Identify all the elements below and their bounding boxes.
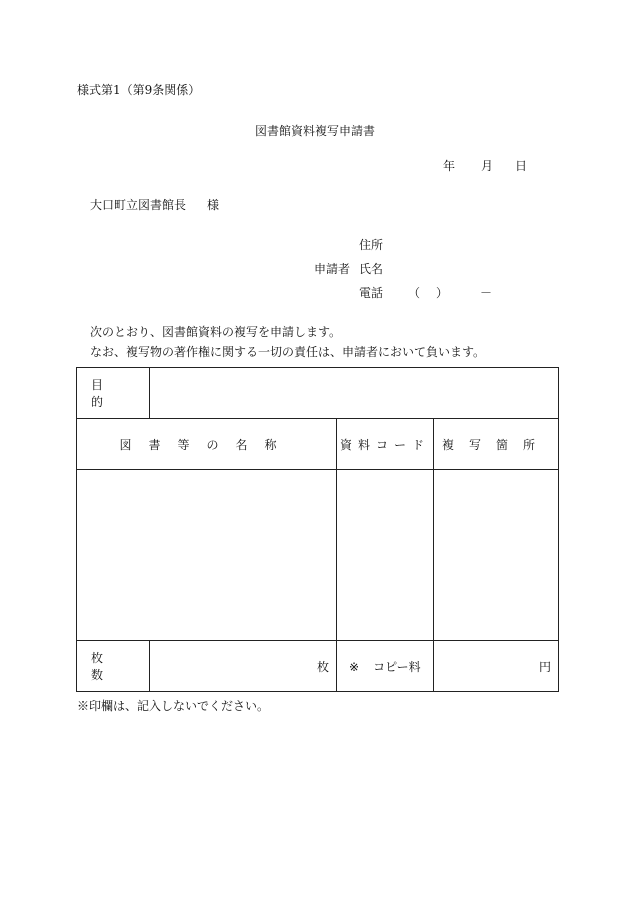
column-header-pages: 複写箇所 [434, 419, 559, 470]
column-header-code: 資料コード [337, 419, 434, 470]
purpose-label: 目的 [77, 368, 150, 419]
addressee-honorific: 様 [207, 198, 220, 212]
footer-row [77, 641, 559, 692]
count-label: 枚数 [77, 641, 150, 692]
copyfee-label-cell [337, 641, 434, 692]
date-year-label: 年 [443, 159, 456, 173]
count-unit: 枚 [316, 659, 329, 674]
count-field[interactable] [150, 641, 337, 692]
footnote: ※印欄は、記入しないでください。 [77, 699, 270, 713]
header-row [77, 419, 559, 470]
applicant-section-label: 申請者 [314, 262, 351, 276]
office-use-mark: ※ [349, 659, 360, 674]
applicant-address-label: 住所 [359, 238, 384, 252]
purpose-field[interactable] [150, 368, 559, 419]
date-month-label: 月 [481, 159, 494, 173]
purpose-row [77, 368, 559, 419]
applicant-name-label: 氏名 [359, 262, 384, 276]
yen-unit: 円 [539, 659, 552, 674]
entry-row [77, 470, 559, 641]
statement-line-2: なお、複写物の著作権に関する一切の責任は、申請者において負います。 [90, 345, 486, 359]
column-header-title: 図書等の名称 [77, 419, 337, 470]
pages-field[interactable] [434, 470, 559, 641]
form-number: 様式第1（第9条関係） [77, 83, 201, 97]
title-field[interactable] [77, 470, 337, 641]
application-table [76, 367, 559, 692]
date-day-label: 日 [515, 159, 528, 173]
phone-area-close: ） [436, 286, 449, 300]
phone-area-open: （ [408, 286, 421, 300]
applicant-phone-label: 電話 [359, 286, 384, 300]
statement-line-1: 次のとおり、図書館資料の複写を申請します。 [90, 325, 342, 339]
document-title: 図書館資料複写申請書 [254, 124, 375, 138]
copyfee-field [434, 641, 559, 692]
copyfee-label: コピー料 [373, 659, 421, 674]
phone-dash: － [480, 286, 493, 300]
code-field[interactable] [337, 470, 434, 641]
addressee-name: 大口町立図書館長 [90, 198, 187, 212]
